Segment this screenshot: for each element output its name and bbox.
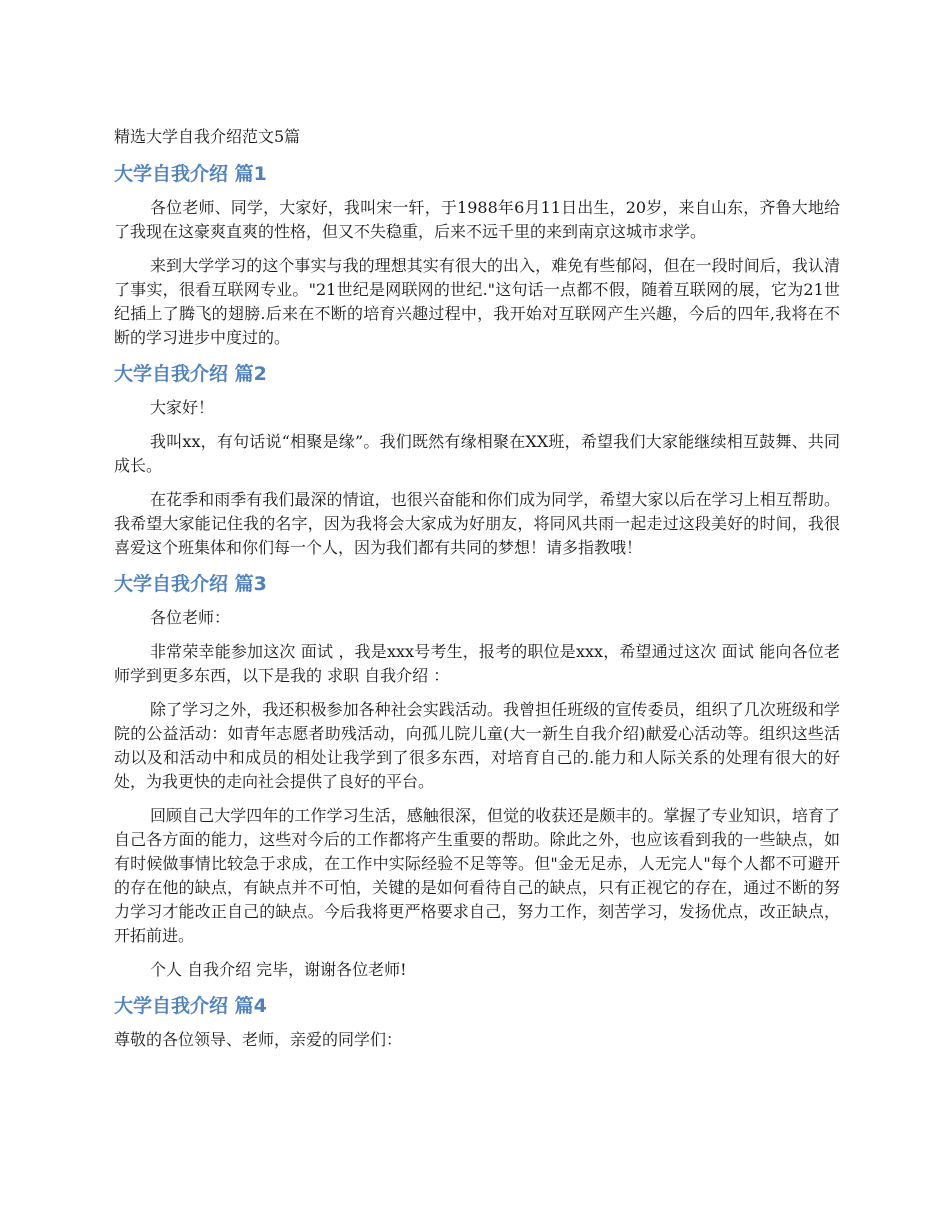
paragraph: 来到大学学习的这个事实与我的理想其实有很大的出入，难免有些郁闷，但在一段时间后，我认清了事实，很看互联网专业。"21世纪是网联网的世纪."这句话一点都不假，随着互联网的展，它为21世纪插上了腾飞的翅膀.后来在不断的培育兴趣过程中，我开始对互联网产生兴趣，今后的四年,我将在不断的学习进步中度过的。 xyxy=(114,256,840,347)
section-heading: 大学自我介绍 篇4 xyxy=(114,995,267,1017)
paragraph: 各位老师： xyxy=(150,608,231,627)
document-page xyxy=(114,124,840,1062)
paragraph: 尊敬的各位领导、老师，亲爱的同学们： xyxy=(114,1030,403,1049)
document-title: 精选大学自我介绍范文5篇 xyxy=(114,127,301,146)
section-3 xyxy=(114,570,840,982)
section-2 xyxy=(114,360,840,560)
paragraph: 回顾自己大学四年的工作学习生活，感触很深，但觉的收获还是颇丰的。掌握了专业知识，培育了自己各方面的能力，这些对今后的工作都将产生重要的帮助。除此之外，也应该看到我的一些缺点，如有时候做事情比较急于求成，在工作中实际经验不足等等。但"金无足赤，人无完人"每个人都不可避开的存在他的缺点，有缺点并不可怕，关键的是如何看待自己的缺点，只有正视它的存在，通过不断的努力学习才能改正自己的缺点。今后我将更严格要求自己，努力工作，刻苦学习，发扬优点，改正缺点，开拓前进。 xyxy=(114,806,840,945)
paragraph: 我叫xx，有句话说“相聚是缘”。我们既然有缘相聚在XX班，希望我们大家能继续相互鼓舞、共同成长。 xyxy=(114,432,840,475)
section-heading: 大学自我介绍 篇2 xyxy=(114,363,267,385)
paragraph: 除了学习之外，我还积极参加各种社会实践活动。我曾担任班级的宣传委员，组织了几次班级和学院的公益活动：如青年志愿者助残活动，向孤儿院儿童(大一新生自我介绍)献爱心活动等。组织这些活动以及和活动中和成员的相处让我学到了很多东西，对培育自己的.能力和人际关系的处理有很大的好处，为我更快的走向社会提供了良好的平台。 xyxy=(114,700,840,791)
section-4 xyxy=(114,992,840,1052)
section-1 xyxy=(114,160,840,350)
paragraph: 在花季和雨季有我们最深的情谊，也很兴奋能和你们成为同学，希望大家以后在学习上相互帮助。我希望大家能记住我的名字，因为我将会大家成为好朋友，将同风共雨一起走过这段美好的时间，我很喜爱这个班集体和你们每一个人，因为我们都有共同的梦想！请多指教哦！ xyxy=(114,490,840,557)
section-heading: 大学自我介绍 篇1 xyxy=(114,163,267,185)
paragraph: 各位老师、同学，大家好，我叫宋一轩，于1988年6月11日出生，20岁，来自山东，齐鲁大地给了我现在这豪爽直爽的性格，但又不失稳重，后来不远千里的来到南京这城市求学。 xyxy=(114,198,840,241)
paragraph: 非常荣幸能参加这次 面试 ，我是xxx号考生，报考的职位是xxx，希望通过这次 面试 能向各位老师学到更多东西，以下是我的 求职 自我介绍 ： xyxy=(114,642,840,685)
section-heading: 大学自我介绍 篇3 xyxy=(114,573,267,595)
paragraph: 个人 自我介绍 完毕，谢谢各位老师! xyxy=(150,960,407,979)
paragraph: 大家好！ xyxy=(150,398,215,417)
